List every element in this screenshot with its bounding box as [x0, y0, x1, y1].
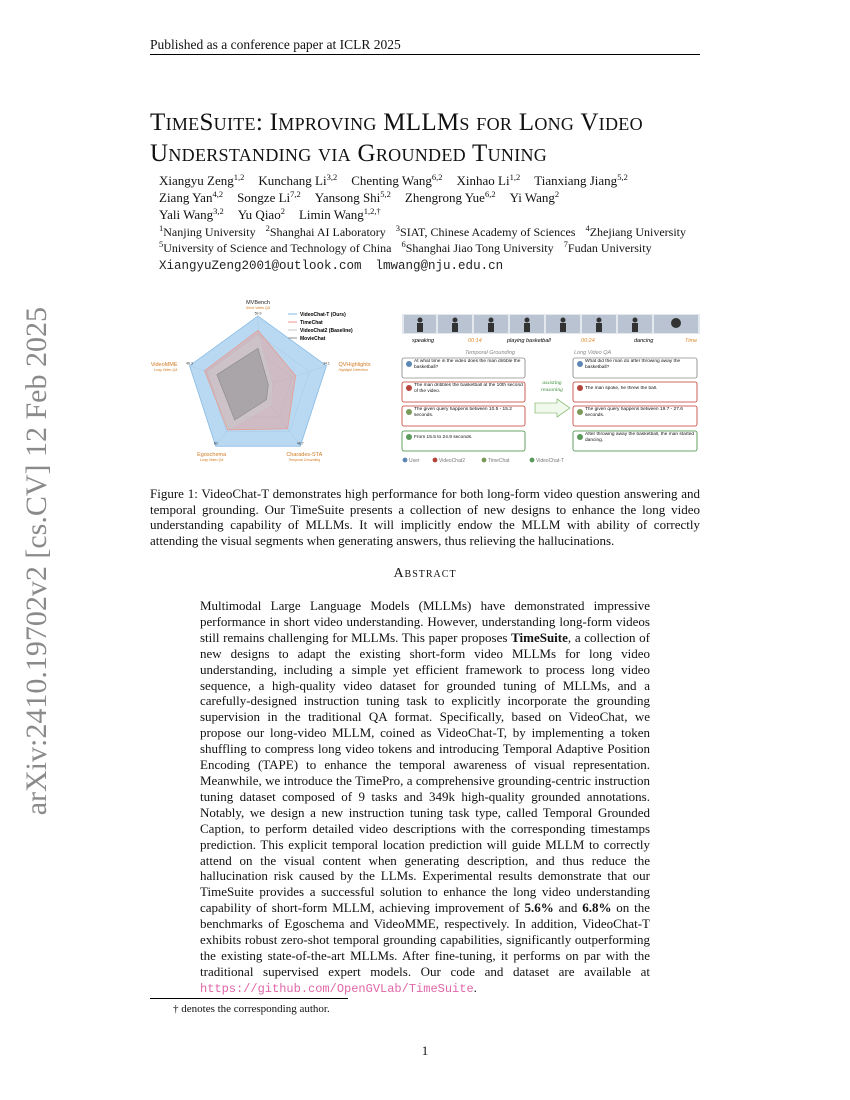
abstract-heading: Abstract — [393, 566, 457, 581]
affiliation — [401, 238, 554, 255]
video-frames — [402, 314, 700, 334]
tl-time: Time — [685, 338, 698, 344]
author-affil-index: 5,2 — [380, 189, 391, 199]
left-answer-ours: From 15.5 to 24.9 seconds. — [414, 435, 473, 440]
left-heading: Temporal Grounding — [465, 350, 515, 356]
arrow-label: assisting reasoning — [541, 380, 563, 393]
author-name: Xiangyu Zeng — [159, 173, 234, 188]
dl-videochat2: VideoChat2 — [439, 458, 466, 464]
right-question: What did the man do after throwing away the basketball? — [585, 359, 681, 370]
right-dialog — [573, 358, 697, 451]
author-name: Xinhao Li — [456, 173, 510, 188]
affiliation — [585, 225, 686, 239]
tl-playing: playing basketball — [507, 338, 551, 344]
author — [258, 173, 337, 188]
affiliation-line — [159, 225, 719, 241]
dl-user: User — [409, 458, 420, 464]
author — [237, 190, 301, 205]
author — [405, 190, 496, 205]
author — [351, 173, 442, 188]
radar-axis-max: 46.3 — [186, 361, 193, 366]
author-affil-index: 1,2,† — [363, 206, 381, 216]
author-affil-index: 7,2 — [290, 189, 301, 199]
author-name: Zhengrong Yue — [404, 190, 485, 205]
affiliation — [266, 225, 386, 239]
affiliation-line — [159, 238, 719, 257]
running-header: Published as a conference paper at ICLR 2025 — [150, 37, 401, 52]
radar-axis-sublabel: Highlight Detection — [338, 367, 368, 372]
footnote: † denotes the corresponding author. — [173, 1003, 330, 1015]
author-name: Yansong Shi — [314, 190, 381, 205]
author-name: Yali Wang — [159, 207, 214, 222]
abstract-part-4: on the benchmarks of Egoschema and VideoMME, respectively. In addition, VideoChat-T exhibits robust zero-shot temporal grounding capabilities, significantly outperforming the existing state-of-the-art MLLMs. After fine-tuning, it performs on par with the traditional supervised expert models. Our code and dataset are available at — [200, 900, 650, 979]
author-emails — [159, 259, 517, 273]
radar-chart — [151, 300, 371, 462]
right-answer-videochat2: The man spoke, he threw the ball. — [585, 386, 658, 391]
author-name: Limin Wang — [298, 207, 364, 222]
legend-moviechat: MovieChat — [300, 336, 326, 342]
radar-axis-sublabel: Long Video QA — [199, 458, 224, 463]
affiliation-name: Zhejiang University — [589, 225, 687, 239]
affiliation-index: 5 — [159, 238, 164, 249]
author-affil-index: 1,2 — [509, 172, 521, 182]
author-name: Kunchang Li — [258, 173, 327, 188]
dl-timechat: TimeChat — [488, 458, 510, 464]
affiliation-index: 2 — [265, 223, 270, 233]
author — [159, 207, 224, 222]
footnote-rule — [150, 998, 348, 999]
author-affil-index: 6,2 — [431, 172, 443, 182]
affiliation-name: Shanghai AI Laboratory — [269, 225, 386, 239]
affiliation-name: Nanjing University — [163, 225, 256, 239]
timeline-labels — [412, 338, 697, 344]
radar-axis-sublabel: Temporal Grounding — [288, 458, 321, 463]
affiliation — [159, 238, 392, 255]
affiliation — [563, 238, 652, 255]
author — [534, 173, 628, 188]
affiliation-index: 3 — [395, 223, 401, 233]
author — [299, 207, 381, 222]
affiliation-name: Shanghai Jiao Tong University — [405, 240, 554, 255]
figure-caption: Figure 1: VideoChat-T demonstrates high performance for both long-form video question answering and temporal grounding. Our TimeSuite presents a collection of new designs to enhance the long video understanding capability of MLLMs. It will implicitly endow the MLLM with ability of correctly attending the visual segments when generating answers, thus relieving the hallucinations. — [150, 486, 700, 548]
dialog-legend — [403, 458, 564, 464]
author-line — [159, 206, 719, 223]
radar-legend — [288, 312, 353, 342]
tl-t1: 00:14 — [468, 338, 482, 344]
affiliation-name: Fudan University — [567, 240, 652, 255]
affiliation-name: SIAT, Chinese Academy of Sciences — [400, 225, 576, 239]
author — [315, 190, 391, 205]
author-affil-index: 3,2 — [213, 206, 224, 216]
author-line — [159, 189, 719, 206]
radar-axis-max: 60 — [213, 441, 218, 446]
right-answer-timechat: The given query happens between 19.7 - 27.6 seconds. — [585, 407, 683, 418]
radar-axis-label: Charades-STA — [286, 452, 323, 459]
left-question: At what time in the video does the man dribble the basketball? — [414, 359, 521, 370]
author-affil-index: 3,2 — [326, 172, 338, 182]
author-name: Yi Wang — [509, 190, 555, 205]
affiliation-index: 7 — [563, 238, 568, 249]
author — [159, 173, 244, 188]
author-name: Yu Qiao — [237, 207, 281, 222]
radar-axis-max: 59.9 — [254, 311, 262, 316]
legend-timechat: TimeChat — [300, 320, 323, 326]
radar-axis-label: QVHighlights — [338, 361, 371, 368]
right-answer-ours: After throwing away the basketball, the man started dancing. — [585, 432, 695, 443]
affiliation-name: University of Science and Technology of China — [163, 240, 392, 255]
abstract-bold-timesuite: TimeSuite — [511, 629, 568, 645]
author-affil-index: 1,2 — [233, 172, 245, 182]
affiliation — [159, 225, 256, 239]
abstract-bold-1: 5.6% — [524, 900, 554, 916]
abstract-part-2: , a collection of new designs to adapt the existing short-form video MLLMs for long video understanding, including a simple yet efficient framework to process long video sequence, a high-quality video dataset for grounded tuning of MLLMs, and a carefully-designed instruction tuning task to explicitly incorporate the grounding supervision in the traditional QA format. Specifically, based on VideoChat, we propose our long-video MLLM, coined as VideoChat-T, by implementing a token shuffling to compress long video tokens and introducing Temporal Adaptive Position Encoding (TAPE) to enhance the temporal awareness of visual representation. Meanwhile, we introduce the TimePro, a comprehensive grounding-centric instruction tuning dataset composed of 9 tasks and 349k high-quality grounded annotations. Notably, we design a new instruction tuning task type, called Temporal Grounded Caption, to perform detailed video descriptions with the corresponding timestamps prediction. This explicit temporal location prediction will guide MLLM to correctly attend on the visual content when generating description, and thus reduce the hallucination risk caused by the LLMs. Experimental results demonstrate that our TimeSuite provides a successful solution to enhance the long video understanding capability of short-form MLLM, achieving improvement of — [200, 629, 651, 916]
author-name: Chenting Wang — [351, 173, 432, 188]
author-name: Songze Li — [237, 190, 291, 205]
left-answer-videochat2: The man dribbles the basketball at the 10th second of the video. — [414, 383, 523, 394]
dl-videochat-t: VideoChat-T — [536, 458, 564, 464]
legend-ours: VideoChat-T (Ours) — [300, 312, 346, 318]
page-number: 1 — [421, 1043, 429, 1058]
github-link[interactable]: https://github.com/OpenGVLab/TimeSuite — [200, 981, 474, 996]
author-list — [159, 172, 719, 223]
abstract-body — [200, 598, 650, 998]
affiliation-index: 1 — [159, 223, 164, 233]
left-answer-timechat: The given query happens between 10.5 - 15.2 seconds. — [414, 407, 512, 418]
author-name: Ziang Yan — [159, 190, 213, 205]
header-rule — [150, 54, 700, 55]
abstract-end: . — [473, 979, 477, 995]
author — [159, 190, 223, 205]
author-affil-index: 6,2 — [484, 189, 496, 199]
left-dialog — [402, 358, 525, 451]
tl-speaking: speaking — [412, 338, 435, 344]
author-affil-index: 2 — [280, 206, 285, 216]
figure-1 — [150, 292, 700, 472]
affiliation-list — [159, 225, 719, 256]
email-1: XiangyuZeng2001@outlook.com — [159, 259, 362, 273]
radar-axis-sublabel: Short Video QA — [245, 306, 271, 310]
radar-axis-label: VideoMME — [150, 361, 178, 368]
author-affil-index: 4,2 — [212, 189, 224, 199]
assist-arrow — [531, 380, 573, 417]
title-line-2: Understanding via Grounded Tuning — [150, 140, 548, 167]
radar-axis-label: MVBench — [246, 300, 270, 306]
radar-axis-max: 48.7 — [296, 441, 304, 446]
abstract-part-3: and — [553, 900, 583, 916]
abstract-bold-2: 6.8% — [582, 900, 612, 916]
author — [238, 207, 285, 222]
legend-videochat2: VideoChat2 (Baseline) — [300, 328, 353, 334]
author — [510, 190, 560, 205]
author-affil-index: 2 — [554, 189, 560, 199]
right-heading: Long Video QA — [574, 350, 612, 356]
radar-axis-max: 34.1 — [323, 361, 330, 366]
abstract-part-1: Multimodal Large Language Models (MLLMs) have demonstrated impressive performance in short video understanding. However, understanding long-form videos still remains challenging for MLLMs. This paper proposes — [200, 598, 650, 645]
affiliation-index: 6 — [401, 238, 406, 249]
author-name: Tianxiang Jiang — [534, 173, 618, 188]
author-line — [159, 172, 719, 189]
affiliation — [396, 225, 576, 239]
title-line-1: TimeSuite: Improving MLLMs for Long Video — [150, 109, 643, 136]
radar-axis-sublabel: Long Video QA — [153, 367, 178, 372]
author — [457, 173, 521, 188]
email-2: lmwang@nju.edu.cn — [375, 259, 504, 273]
affiliation-index: 4 — [585, 223, 590, 233]
paper-title — [150, 107, 710, 169]
tl-dancing: dancing — [634, 338, 654, 344]
arxiv-id: arXiv:2410.19702v2 [cs.CV] 12 Feb 2025 — [20, 307, 53, 816]
author-affil-index: 5,2 — [617, 172, 628, 182]
tl-t2: 00:24 — [581, 338, 595, 344]
radar-axis-label: Egoschema — [197, 452, 227, 459]
